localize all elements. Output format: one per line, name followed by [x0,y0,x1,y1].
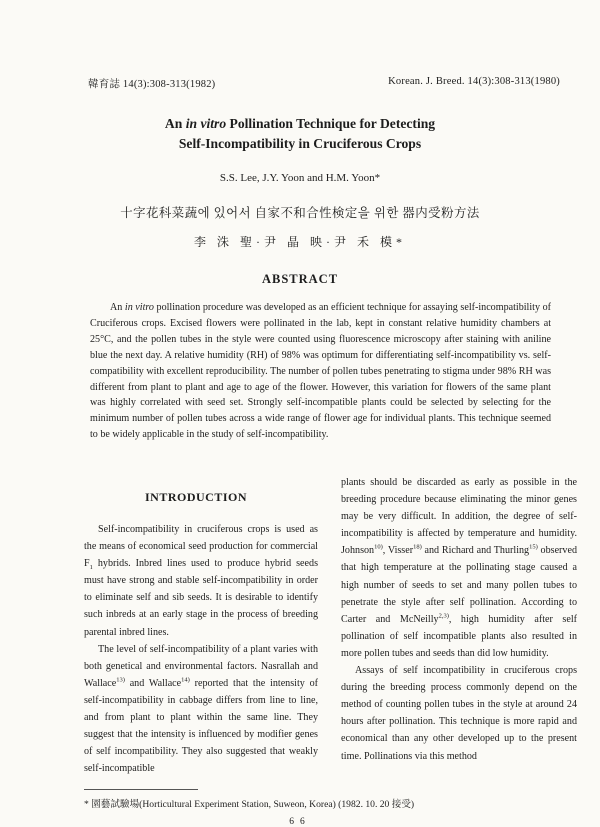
paragraph: Assays of self incompatibility in cruciferous crops during the breeding process commonly depend on the method of counting pollen tubes in the style at around 24 hours after pollination. This technique is more rapid and economical than any other developed up to the present time. Pollinations via this method [341,665,577,762]
footnote: * 園藝試驗場(Horticultural Experiment Station, Suweon, Korea) (1982. 10. 20 接受) [84,799,415,810]
journal-header-korean: 韓育誌 14(3):308-313(1982) [88,79,216,90]
paragraph: Self-incompatibility in cruciferous crops is used as the means of economical seed production for commercial $F_1$ hybrids. Inbred lines used to produce hybrid seeds must have strong and stable self-incompatibility in order to eliminate self and sib seeds. It is desirable to identify such inbreds at an early stage in the process of breeding parental inbred lines. [84,524,318,638]
abstract-heading: ABSTRACT [261,272,339,286]
introduction-heading: INTRODUCTION [144,490,247,504]
paragraph: The level of self-incompatibility of a plant varies with both genetical and environmental factors. Nasrallah and Wallace$^{13)}$ and Wallace$^{14)}$ reported that the intensity of self-incompatibility in cabbage differs from line to line, and from plant to plant within the same line. They suggest that the intensity is influenced by modifier genes of self incompatibility. They also suggested that weakly self-incompatible [84,643,319,775]
paper-title-line1: An in vitro Pollination Technique for Detecting [164,116,436,131]
korean-author-list: 李 洙 聖·尹 晶 映·尹 禾 模* [194,235,406,249]
author-list: S.S. Lee, J.Y. Yoon and H.M. Yoon* [219,172,381,184]
journal-header-english: Korean. J. Breed. 14(3):308-313(1980) [388,76,560,87]
paper-title-line2: Self-Incompatibility in Cruciferous Crops [178,136,422,151]
abstract-body: An in vitro pollination procedure was developed as an efficient technique for assaying self-incompatibility of Cruciferous crops. Excised flowers were pollinated in the lab, kept in constant relative humidity chambers at 25°C, and the pollen tubes in the style were counted using fluorescence microscopy after staining with aniline blue the next day. A relative humidity (RH) of 98% was optimum for differentiating self-incompatibility vs. self-compatibility with excellent reproducibility. The number of pollen tubes penetrating to stigma under 98% RH was different from plant to plant and age to age of the flower. However, this variation for flowers of the same plant was highly correlated with seed set. Strongly self-incompatible plants could be selected by selecting for the minimum number of pollen tubes across a wide range of flower age for individual plants. This technique seemed to be widely applicable in the study of self-incompatibility. [90,302,551,441]
korean-title: 十字花科菜蔬에 있어서 自家不和合性検定을 위한 器内受粉方法 [120,206,480,220]
paragraph: plants should be discarded as early as possible in the breeding procedure because eliminating the minor genes may be very difficult. In addition, the degree of self-incompatibility is affected by temperature and humidity. Johnson$^{10)}$, Visser$^{18)}$ and Richard and Thurling$^{15)}$ observed that high temperature at the pollinating stage caused a high number of seeds to set and many pollen tubes to penetrate the style after self pollination. According to Carter and McNeilly$^{2,3)}$, high humidity after self pollination of self incompatible plants also resulted in more pollen tubes and seeds than did low humidity. [341,477,577,659]
page-number: 66 [289,817,311,827]
right-column [341,474,577,765]
left-column [84,521,318,777]
footnote-divider [84,789,198,790]
